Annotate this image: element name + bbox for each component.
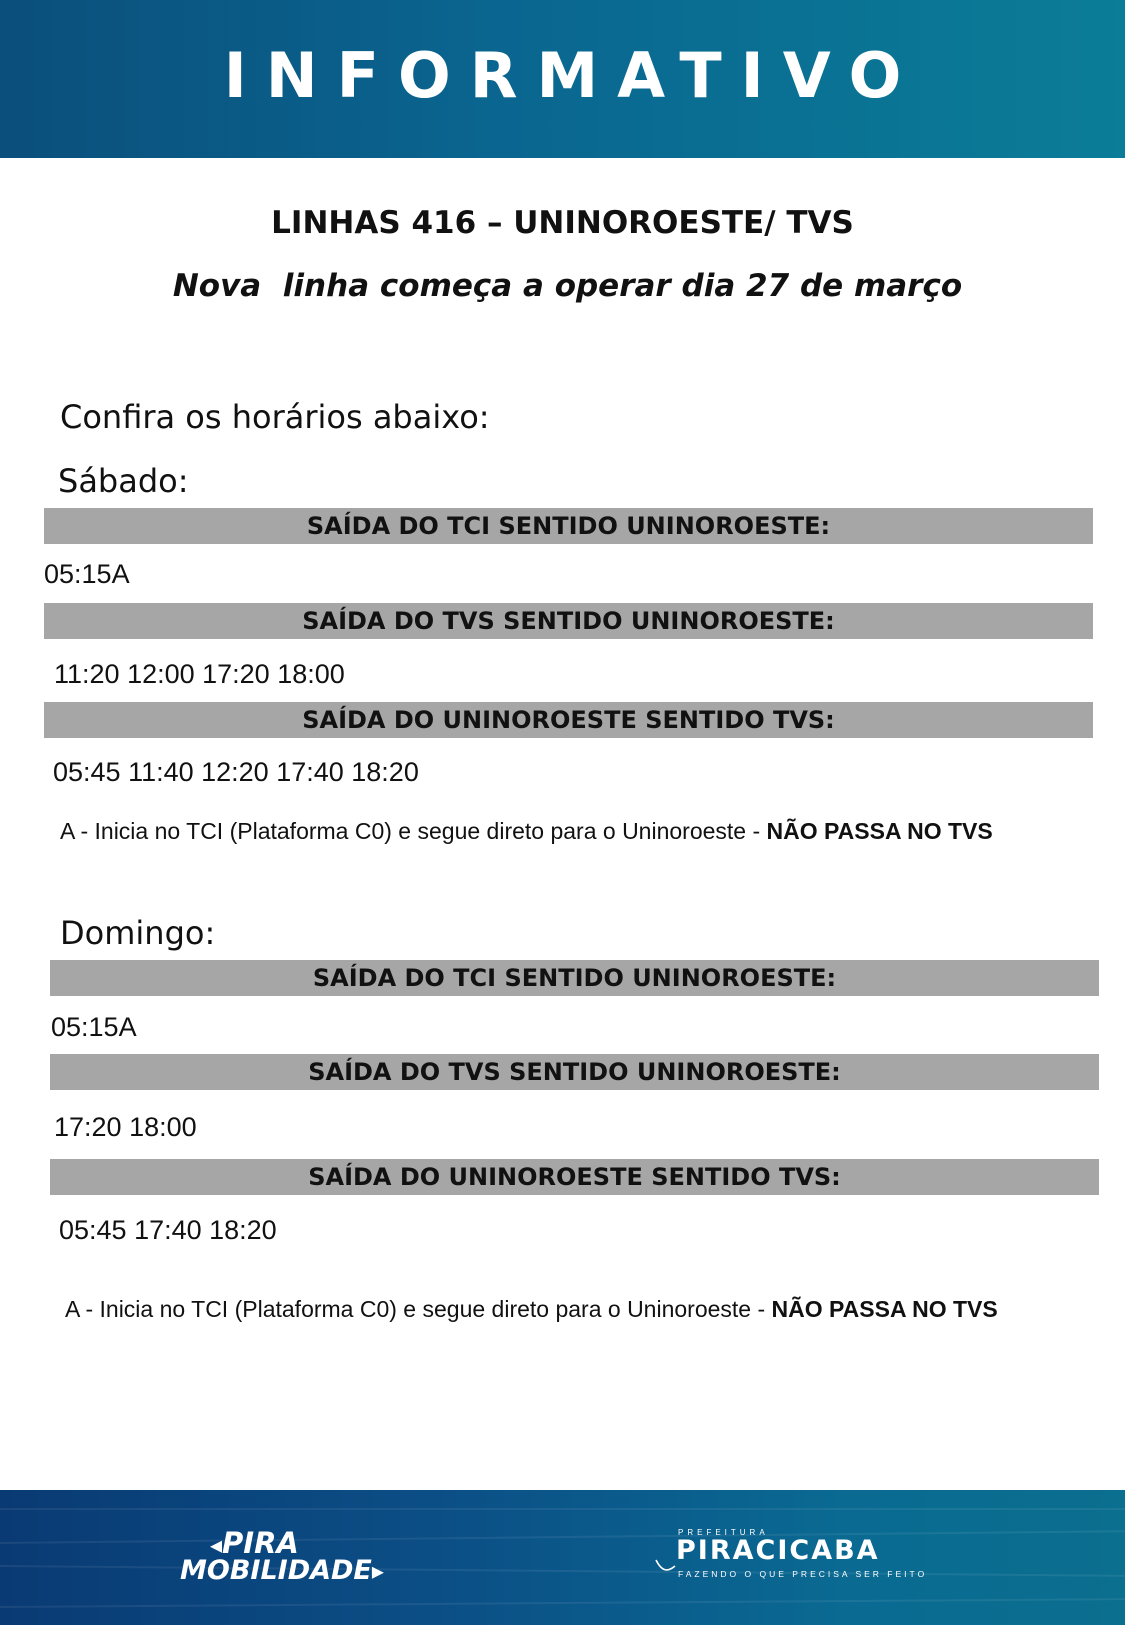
saturday-note-text: A - Inicia no TCI (Plataforma C0) e segue direto para o Uninoroeste - — [60, 818, 767, 844]
saturday-label: Sábado: — [58, 462, 189, 500]
logo-line2: MOBILIDADE — [180, 1555, 372, 1586]
sunday-note-text: A - Inicia no TCI (Plataforma C0) e segue direto para o Uninoroeste - — [65, 1296, 772, 1322]
slogan-label: FAZENDO O QUE PRECISA SER FEITO — [678, 1569, 928, 1579]
sunday-tci-header: SAÍDA DO TCI SENTIDO UNINOROESTE: — [50, 960, 1099, 996]
saturday-uninoroeste-times: 05:45 11:40 12:20 17:40 18:20 — [53, 757, 419, 787]
sunday-note-bold: NÃO PASSA NO TVS — [771, 1296, 998, 1322]
sunday-label: Domingo: — [60, 914, 216, 952]
intro-text: Confira os horários abaixo: — [60, 398, 490, 436]
sunday-tvs-times: 17:20 18:00 — [54, 1112, 197, 1142]
header-title: INFORMATIVO — [223, 38, 921, 112]
logo-line1: PIRA — [222, 1526, 299, 1560]
saturday-note-bold: NÃO PASSA NO TVS — [766, 818, 993, 844]
saturday-tvs-times: 11:20 12:00 17:20 18:00 — [54, 659, 345, 689]
saturday-tci-times: 05:15A — [44, 559, 130, 589]
arrow-right-icon: ▸ — [371, 1557, 384, 1585]
pira-mobilidade-logo — [180, 1526, 384, 1586]
line-title: LINHAS 416 – UNINOROESTE/ TVS — [271, 205, 854, 241]
sunday-tci-times: 05:15A — [51, 1012, 137, 1042]
sunday-note — [65, 1296, 998, 1323]
piracicaba-label: PIRACICABA — [676, 1535, 880, 1566]
footer-banner — [0, 1490, 1125, 1625]
header-banner — [0, 0, 1125, 158]
arrow-left-icon: ◂ — [210, 1531, 223, 1559]
saturday-tci-header: SAÍDA DO TCI SENTIDO UNINOROESTE: — [44, 508, 1093, 544]
prefeitura-label: PREFEITURA — [678, 1528, 769, 1537]
sunday-uninoroeste-times: 05:45 17:40 18:20 — [59, 1215, 277, 1245]
saturday-note — [60, 818, 993, 845]
sunday-tvs-header: SAÍDA DO TVS SENTIDO UNINOROESTE: — [50, 1054, 1099, 1090]
saturday-uninoroeste-header: SAÍDA DO UNINOROESTE SENTIDO TVS: — [44, 702, 1093, 738]
prefeitura-piracicaba-logo — [658, 1528, 927, 1579]
saturday-tvs-header: SAÍDA DO TVS SENTIDO UNINOROESTE: — [44, 603, 1093, 639]
river-icon — [654, 1558, 676, 1574]
line-subtitle: Nova linha começa a operar dia 27 de março — [172, 268, 963, 304]
sunday-uninoroeste-header: SAÍDA DO UNINOROESTE SENTIDO TVS: — [50, 1159, 1099, 1195]
